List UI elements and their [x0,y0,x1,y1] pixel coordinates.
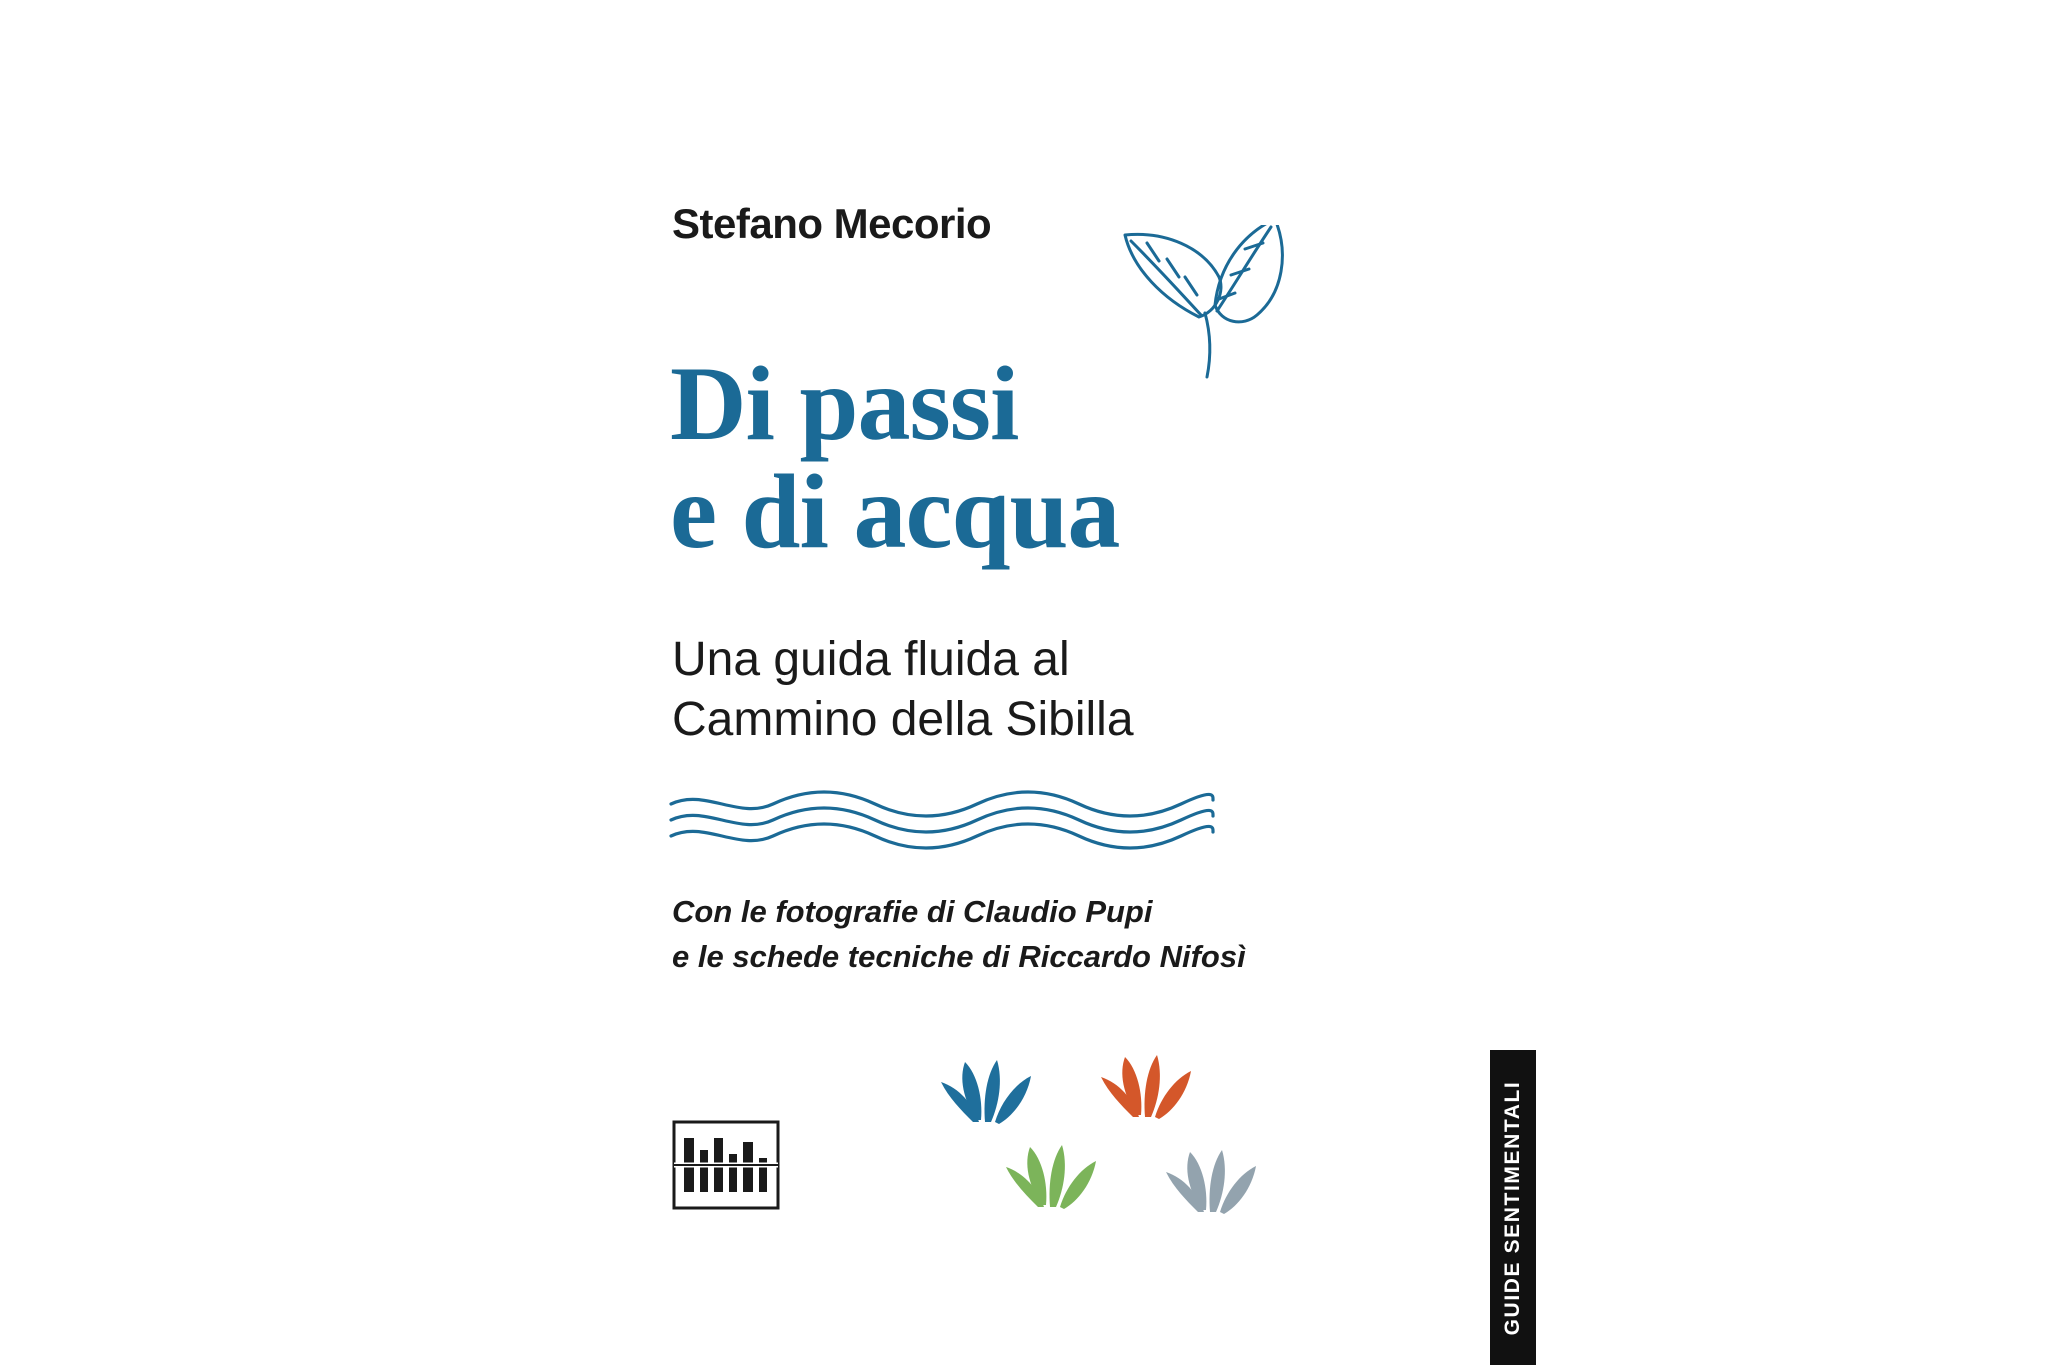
author-name: Stefano Mecorio [672,200,992,247]
subtitle-line-2: Cammino della Sibilla [672,693,1134,746]
series-tag-label: GUIDE SENTIMENTALI [1501,1080,1524,1335]
publisher-logo-icon [672,1120,780,1210]
water-waves-icon [667,790,1217,850]
credits-block [672,890,1312,980]
leaf-icon [1107,225,1327,415]
credits-line-1: Con le fotografie di Claudio Pupi [672,894,1153,929]
petal-cluster-icon [902,1050,1322,1250]
title-line-2: e di acqua [670,453,1120,571]
credits-line-2: e le schede tecniche di Riccardo Nifosì [672,938,1246,974]
title-line-1: Di passi [670,345,1019,462]
subtitle-line-1: Una guida fluida al [672,633,1070,686]
series-tag [1490,1050,1536,1365]
book-subtitle [672,630,1292,750]
book-cover [512,0,1536,1365]
